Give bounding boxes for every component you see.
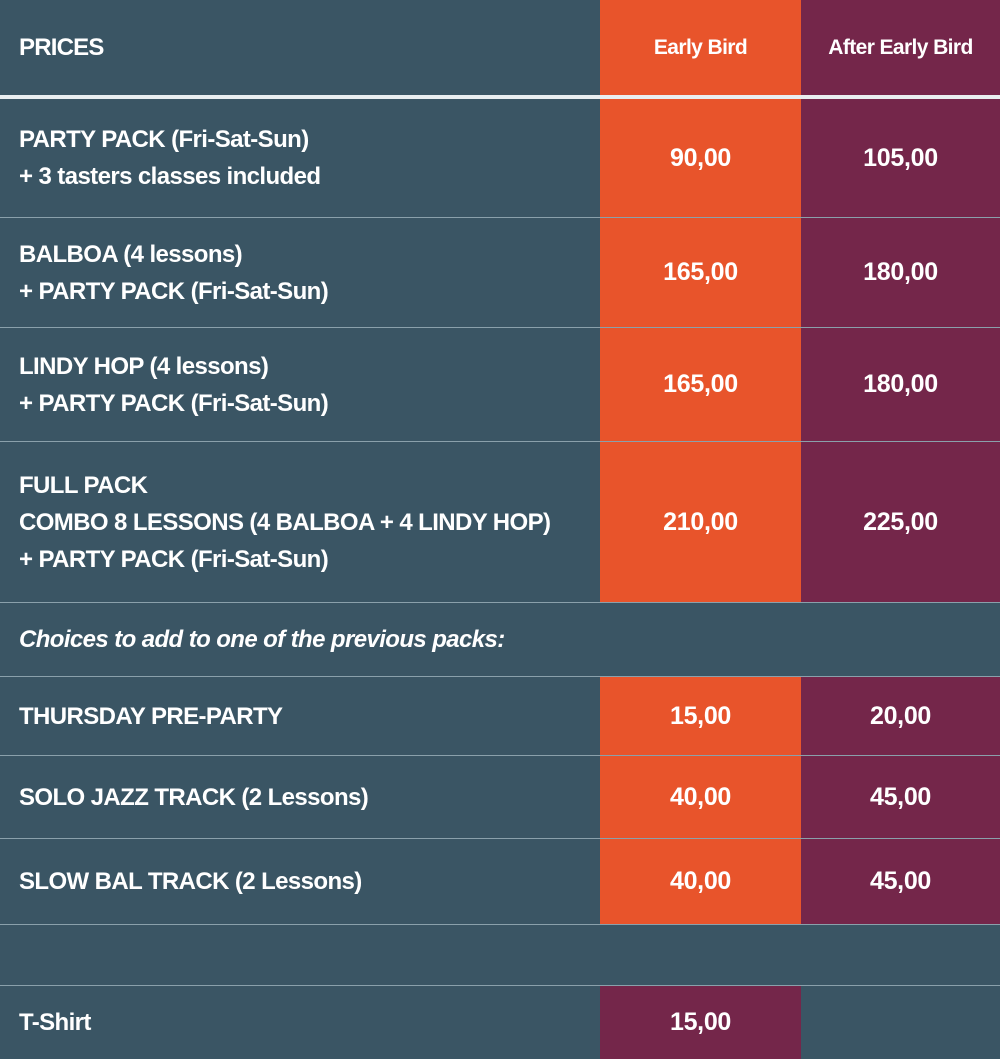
extra-early-bird-price: 40,00 (600, 839, 801, 924)
pack-label-line: LINDY HOP (4 lessons) (19, 352, 269, 380)
pack-label-line: BALBOA (4 lessons) (19, 240, 243, 268)
tshirt-empty-cell (801, 986, 1000, 1059)
extra-after-early-bird-price: 20,00 (801, 677, 1000, 755)
extra-early-bird-price: 15,00 (600, 677, 801, 755)
pack-after-early-bird-price: 180,00 (801, 218, 1000, 327)
header-title: PRICES (19, 34, 104, 61)
extra-row (0, 756, 1000, 838)
pack-row (0, 99, 1000, 217)
pack-row (0, 328, 1000, 441)
pack-label-line: + PARTY PACK (Fri-Sat-Sun) (19, 389, 329, 417)
extra-row (0, 839, 1000, 924)
pack-early-bird-price: 90,00 (600, 99, 801, 217)
spacer-row (0, 925, 1000, 985)
pack-after-early-bird-price: 105,00 (801, 99, 1000, 217)
choices-row (0, 603, 1000, 676)
pack-label-line: COMBO 8 LESSONS (4 BALBOA + 4 LINDY HOP) (19, 508, 551, 536)
header-after-early-bird: After Early Bird (801, 0, 1000, 95)
pack-label-line: + 3 tasters classes included (19, 163, 321, 190)
header-early-bird: Early Bird (600, 0, 801, 95)
pack-label-line: + PARTY PACK (Fri-Sat-Sun) (19, 277, 329, 305)
pack-label (0, 442, 600, 602)
extra-early-bird-price: 40,00 (600, 756, 801, 838)
pack-label (0, 328, 600, 441)
extra-after-early-bird-price: 45,00 (801, 756, 1000, 838)
pack-row (0, 442, 1000, 602)
tshirt-label: T-Shirt (19, 1009, 91, 1036)
pack-label-line: PARTY PACK (Fri-Sat-Sun) (19, 126, 309, 153)
pack-after-early-bird-price: 225,00 (801, 442, 1000, 602)
pack-row (0, 218, 1000, 327)
tshirt-row (0, 986, 1000, 1059)
pack-early-bird-price: 165,00 (600, 328, 801, 441)
pack-early-bird-price: 165,00 (600, 218, 801, 327)
header-row (0, 0, 1000, 95)
pack-label-line: + PARTY PACK (Fri-Sat-Sun) (19, 545, 329, 573)
pack-after-early-bird-price: 180,00 (801, 328, 1000, 441)
pack-label (0, 99, 600, 217)
choices-label: Choices to add to one of the previous packs: (19, 625, 505, 653)
tshirt-price: 15,00 (600, 986, 801, 1059)
pack-label-line: FULL PACK (19, 471, 148, 499)
extra-label: THURSDAY PRE-PARTY (19, 702, 283, 730)
pack-early-bird-price: 210,00 (600, 442, 801, 602)
extra-row (0, 677, 1000, 755)
extra-label: SOLO JAZZ TRACK (2 Lessons) (19, 783, 369, 811)
extra-label: SLOW BAL TRACK (2 Lessons) (19, 868, 362, 895)
extra-after-early-bird-price: 45,00 (801, 839, 1000, 924)
pack-label (0, 218, 600, 327)
